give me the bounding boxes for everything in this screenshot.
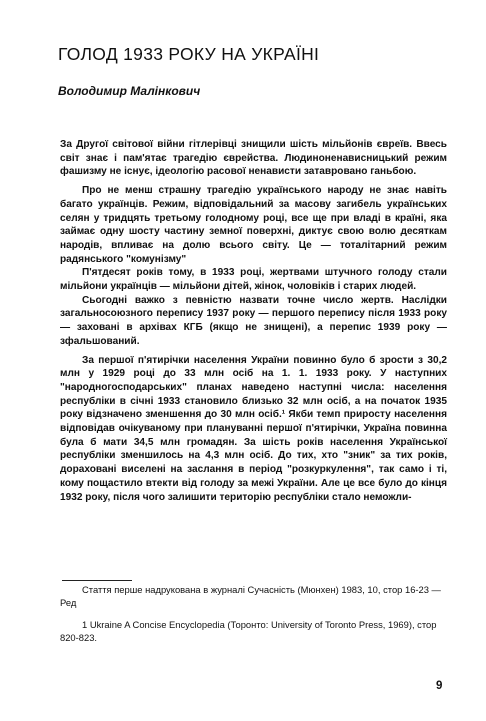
body-paragraph: П'ятдесят років тому, в 1933 році, жертвами штучного голоду стали мільйони українців — мільйони дітей, жінок, чоловіків і старих людей. <box>60 267 447 293</box>
body-paragraph: За першої п'ятирічки населення України повинно було б зрости з 30,2 млн у 1929 році до 33 млн осіб на 1. 1. 1933 року. У наступних "народногосподарських" планах наведено наступні числа: населення республіки в січні 1933 становило близько 32 млн осіб, а на початок 1935 року відзначено зменшення до 30 млн осіб.¹ Якби темп приросту населення відповідав очікуваному при плануванні першої п'ятирічки, Україна повинна була б мати 34,5 млн громадян. За шість років населення Української республіки зменшилось на 4,3 млн осіб. До тих, хто "зник" за тих років, дораховані виселені на заслання в період "розкуркулення", так само і ті, кому пощастило втекти від голоду за межі України. Але це все було до кінця 1932 року, після чого залишити територію республіки стало неможли- <box>60 354 447 503</box>
editorial-footnote: Стаття перше надрукована в журналі Сучасність (Мюнхен) 1983, 10, стор 16-23 — Ред <box>60 584 441 608</box>
footnotes <box>60 583 447 644</box>
footnote-1: 1 Ukraine A Concise Encyclopedia (Торонто: University of Toronto Press, 1969), стор 820-823. <box>60 619 437 643</box>
footnote-separator <box>62 580 132 581</box>
body-paragraph: За Другої світової війни гітлерівці знищили шість мільйонів євреїв. Ввесь світ знає і пам'ятає трагедію єврейства. Людиноненависницький режим фашизму не існує, ідеологію расової ненависти затавровано ганьбою. <box>60 139 447 178</box>
body-paragraph: Про не менш страшну трагедію українського народу не знає навіть багато українців. Режим, відповідальний за масову загибель українських селян у тридцять третьому голодному році, все ще при владі в країні, яка займає одну шосту частину земної поверхні, диктує свою волю десяткам народів, впливає на долю всього світу. Це — тоталітарний режим радянського "комунізму" <box>60 185 447 265</box>
page-number: 9 <box>436 680 443 692</box>
body-paragraph: Сьогодні важко з певністю назвати точне число жертв. Наслідки загальносоюзного перепису 1937 року — першого перепису після 1933 року — заховані в архівах КГБ (якщо не знищені), а перепис 1939 року — зфальшований. <box>60 294 447 347</box>
article-title: ГОЛОД 1933 РОКУ НА УКРАЇНІ <box>58 44 320 64</box>
article-author: Володимир Малінкович <box>58 84 201 98</box>
article-body <box>60 138 447 504</box>
